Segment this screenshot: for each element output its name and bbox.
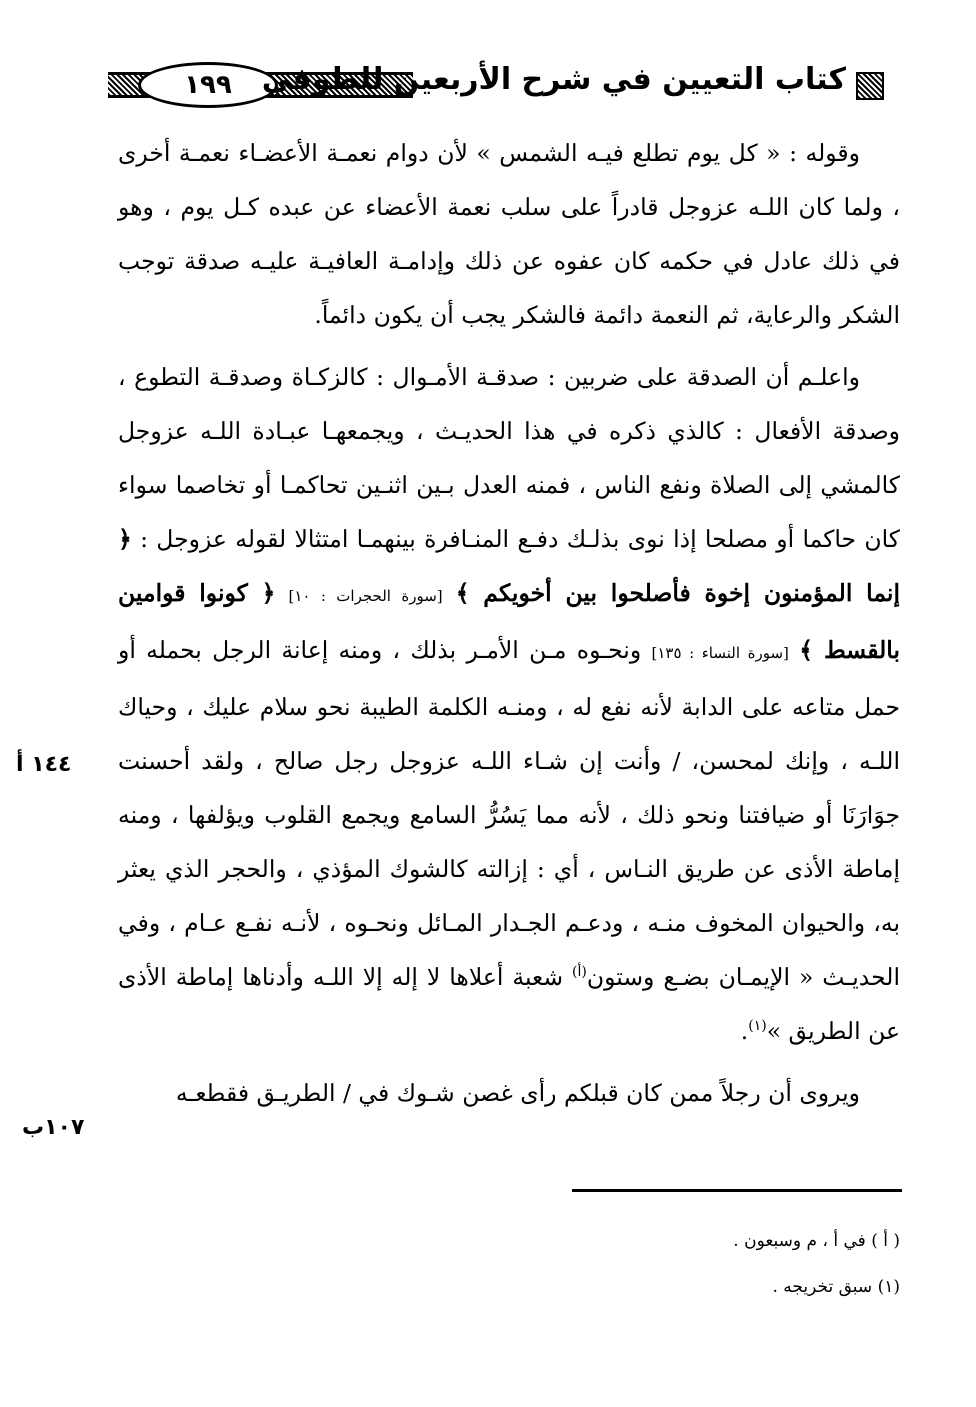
footnote-1: (١) سبق تخريجه . (772, 1277, 900, 1297)
paragraph-2-tail: شعبة أعلاها لا إله إلا اللـه وأدناها إماطة الأذى عن الطريق » (118, 963, 900, 1045)
margin-folio-note-1: ١٤٤ أ (16, 752, 72, 777)
footnote-marker-a: (أ) (572, 964, 587, 981)
footnote-separator (572, 1189, 902, 1192)
main-text (118, 126, 900, 1128)
margin-folio-note-2: ١٠٧ب (22, 1115, 85, 1140)
page-number-frame (138, 62, 278, 108)
quran-ref-2: [سورة النساء : ١٣٥] (651, 644, 789, 662)
book-title: كتاب التعيين في شرح الأربعين للطوفي (261, 62, 846, 97)
quran-ref-1: [سورة الحجرات : ١٠] (288, 587, 443, 605)
paragraph-1: وقوله : « كل يوم تطلع فيـه الشمس » لأن دوام نعمـة الأعضـاء نعمـة أخرى ، ولما كان اللـه عزوجل قادراً على سلب نعمة الأعضاء عن عبده كـل يوم ، وهو في ذلك عادل في حكمه كان عفوه عن ذلك وإدامـة العافيـة عليـه صدقة توجب الشكر والرعاية، ثم النعمة دائمة فالشكر يجب أن يكون دائماً. (118, 139, 900, 329)
page-number: ١٩٩ (184, 70, 232, 100)
header-ornament-icon (856, 72, 884, 100)
paragraph-3: ويروى أن رجلاً ممن كان قبلكم رأى غصن شـوك في / الطريـق فقطعـه (175, 1079, 860, 1107)
paragraph-2-end: . (740, 1017, 749, 1045)
quran-verse-1: ﴿ إنما المؤمنون إخوة فأصلحوا بين أخويكم ﴾ (118, 525, 900, 607)
paragraph-2 (118, 350, 900, 1058)
footnote-a: ( أ ) في أ ، م وسبعون . (733, 1231, 900, 1251)
page-header (108, 58, 900, 114)
footnote-marker-1: (١) (748, 1018, 767, 1035)
footnotes (120, 1228, 900, 1320)
paragraph-2-continuation: ونحـوه مـن الأمـر بذلك ، ومنه إعانة الرجل بحمله أو حمل متاعه على الدابة لأنه نفع له ، ومنـه الكلمة الطيبة نحو سلام عليك ، وحياك اللـه ، وإنك لمحسن، / وأنت إن شـاء اللـه عزوجل رجل صالح ، ولقد أحسنت جوَارَنَا أو ضيافتنا ونحو ذلك ، لأنه مما يَسُرُّ السامع ويجمع القلوب ويؤلفها ، ومنه إماطة الأذى عن طريق النـاس ، أي : إزالته كالشوك المؤذي ، والحجر الذي يعثر به، والحيوان المخوف منـه ، ودعـم الجـدار المـائل ونحـوه ، لأنـه نفـع عـام ، وفي الحديـث « الإيمـان بضـع وستون (118, 636, 900, 991)
paragraph-2-text: واعلـم أن الصدقة على ضربين : صدقـة الأمـوال : كالزكـاة وصدقـة التطوع ، وصدقة الأفعال : كالذي ذكره في هذا الحديـث ، ويجمعهـا عبـادة اللـه عزوجل كالمشي إلى الصلاة ونفع الناس ، فمنه العدل بـين اثنـين تحاكمـا أو تخاصما سواء كان حاكما أو مصلحا إذا نوى بذلـك دفـع المنـافرة بينهمـا امتثالا لقوله عزوجل : (118, 363, 900, 553)
quran-verse-2: ﴿ كونوا قوامين بالقسط ﴾ (118, 579, 900, 664)
